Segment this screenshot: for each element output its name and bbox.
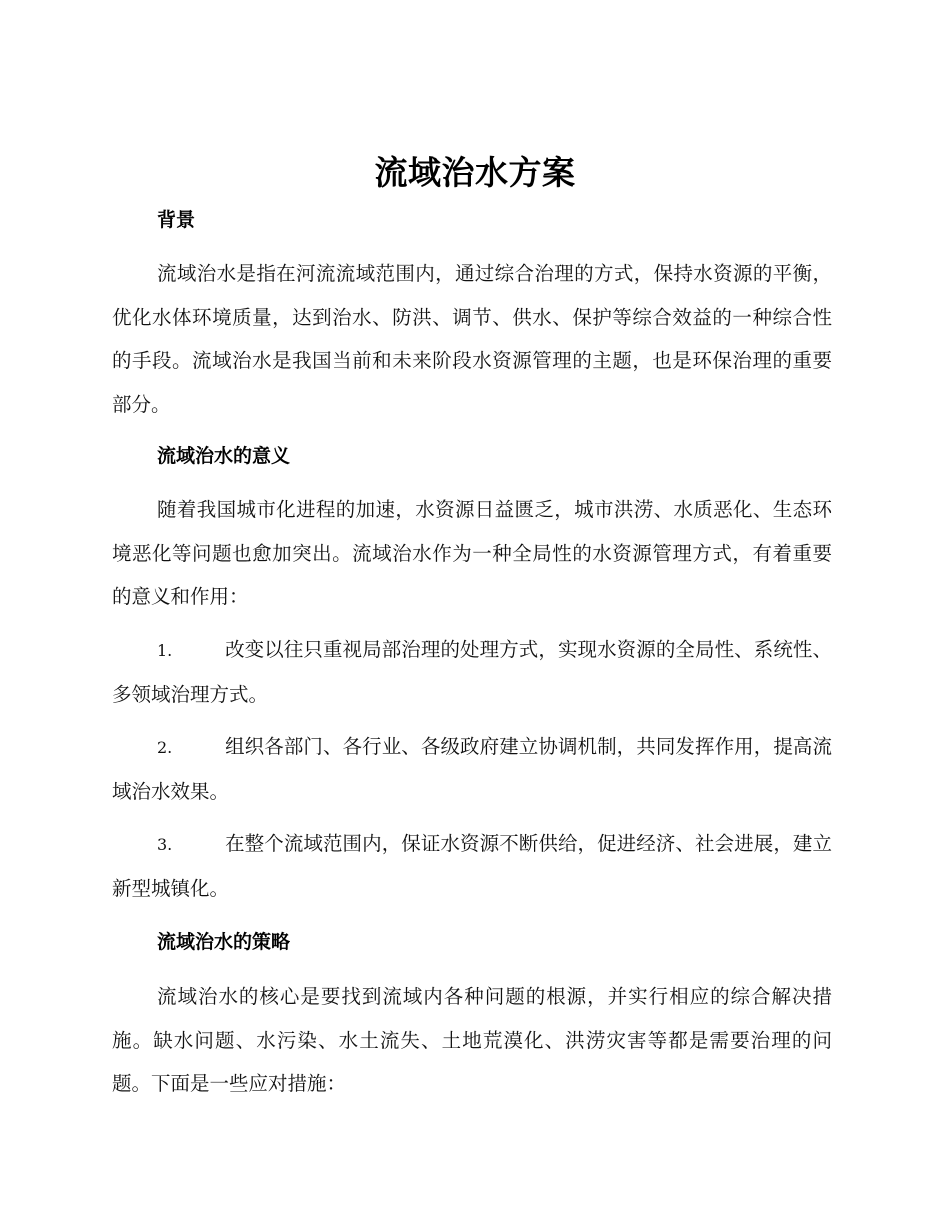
list-item bbox=[112, 628, 832, 716]
list-item-number: 2. bbox=[157, 738, 173, 757]
list-item-number: 3. bbox=[157, 835, 173, 854]
list-item bbox=[112, 822, 832, 910]
section-heading-strategy: 流域治水的策略 bbox=[157, 931, 291, 953]
paragraph-strategy: 流域治水的核心是要找到流域内各种问题的根源，并实行相应的综合解决措施。缺水问题、水污染、水土流失、土地荒漠化、洪涝灾害等都是需要治理的问题。下面是一些应对措施： bbox=[112, 985, 832, 1095]
list-item-text: 改变以往只重视局部治理的处理方式，实现水资源的全局性、系统性、多领域治理方式。 bbox=[112, 638, 832, 706]
paragraph-background: 流域治水是指在河流流域范围内，通过综合治理的方式，保持水资源的平衡，优化水体环境质量，达到治水、防洪、调节、供水、保护等综合效益的一种综合性的手段。流域治水是我国当前和未来阶段水资源管理的主题，也是环保治理的重要部分。 bbox=[112, 262, 832, 416]
section-heading-background: 背景 bbox=[157, 209, 196, 231]
list-item-text: 组织各部门、各行业、各级政府建立协调机制，共同发挥作用，提高流域治水效果。 bbox=[112, 735, 832, 803]
section-heading-significance: 流域治水的意义 bbox=[157, 445, 291, 467]
paragraph-significance: 随着我国城市化进程的加速，水资源日益匮乏，城市洪涝、水质恶化、生态环境恶化等问题也愈加突出。流域治水作为一种全局性的水资源管理方式，有着重要的意义和作用： bbox=[112, 498, 832, 608]
list-item-number: 1. bbox=[157, 641, 173, 660]
list-item bbox=[112, 725, 832, 813]
document-title: 流域治水方案 bbox=[374, 153, 576, 192]
list-item-text: 在整个流域范围内，保证水资源不断供给，促进经济、社会进展，建立新型城镇化。 bbox=[112, 832, 832, 900]
